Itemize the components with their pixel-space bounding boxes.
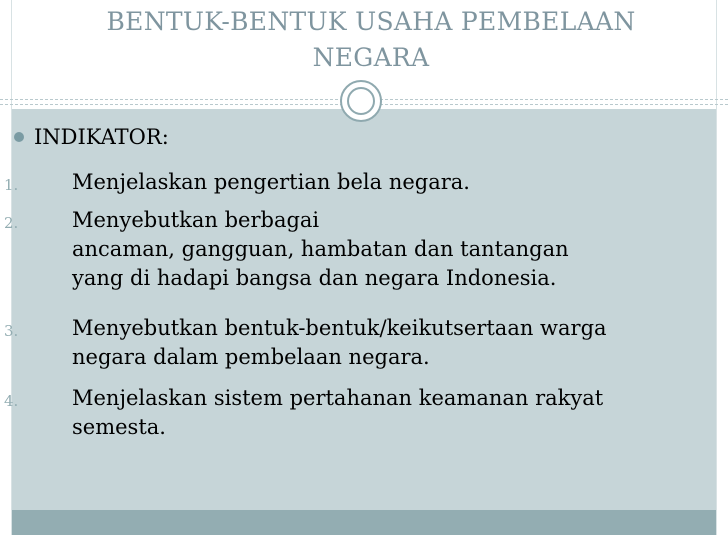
list-number: 2.: [4, 214, 19, 232]
inner-circle: [347, 87, 375, 115]
indikator-heading: [14, 122, 169, 152]
list-item-line: Menyebutkan bentuk-bentuk/keikutsertaan warga: [72, 316, 607, 340]
bottom-bar: [11, 510, 717, 535]
list-item-text: [72, 168, 470, 197]
disc-bullet-icon: [14, 132, 24, 142]
list-number: 3.: [4, 322, 19, 340]
double-circle-ornament-icon: [340, 80, 382, 122]
list-item-line: Menyebutkan berbagai: [72, 208, 320, 232]
list-item-line: Menjelaskan sistem pertahanan keamanan rakyat: [72, 386, 604, 410]
list-item-text: [72, 384, 603, 442]
list-number: 4.: [4, 392, 19, 410]
title-line-1: BENTUK-BENTUK USAHA PEMBELAAN: [106, 7, 636, 36]
list-item-text: [72, 314, 607, 372]
list-item-line: negara dalam pembelaan negara.: [72, 345, 430, 369]
list-item-line: ancaman, gangguan, hambatan dan tantangan: [72, 237, 569, 261]
slide-title: [11, 4, 728, 76]
list-item-line: Menjelaskan pengertian bela negara.: [72, 170, 470, 194]
list-item-line: semesta.: [72, 415, 166, 439]
list-item-text: [72, 206, 569, 293]
list-item-line: yang di hadapi bangsa dan negara Indonesia.: [72, 266, 557, 290]
title-line-2: NEGARA: [312, 43, 430, 72]
indikator-label: INDIKATOR:: [34, 125, 169, 149]
list-number: 1.: [4, 176, 19, 194]
